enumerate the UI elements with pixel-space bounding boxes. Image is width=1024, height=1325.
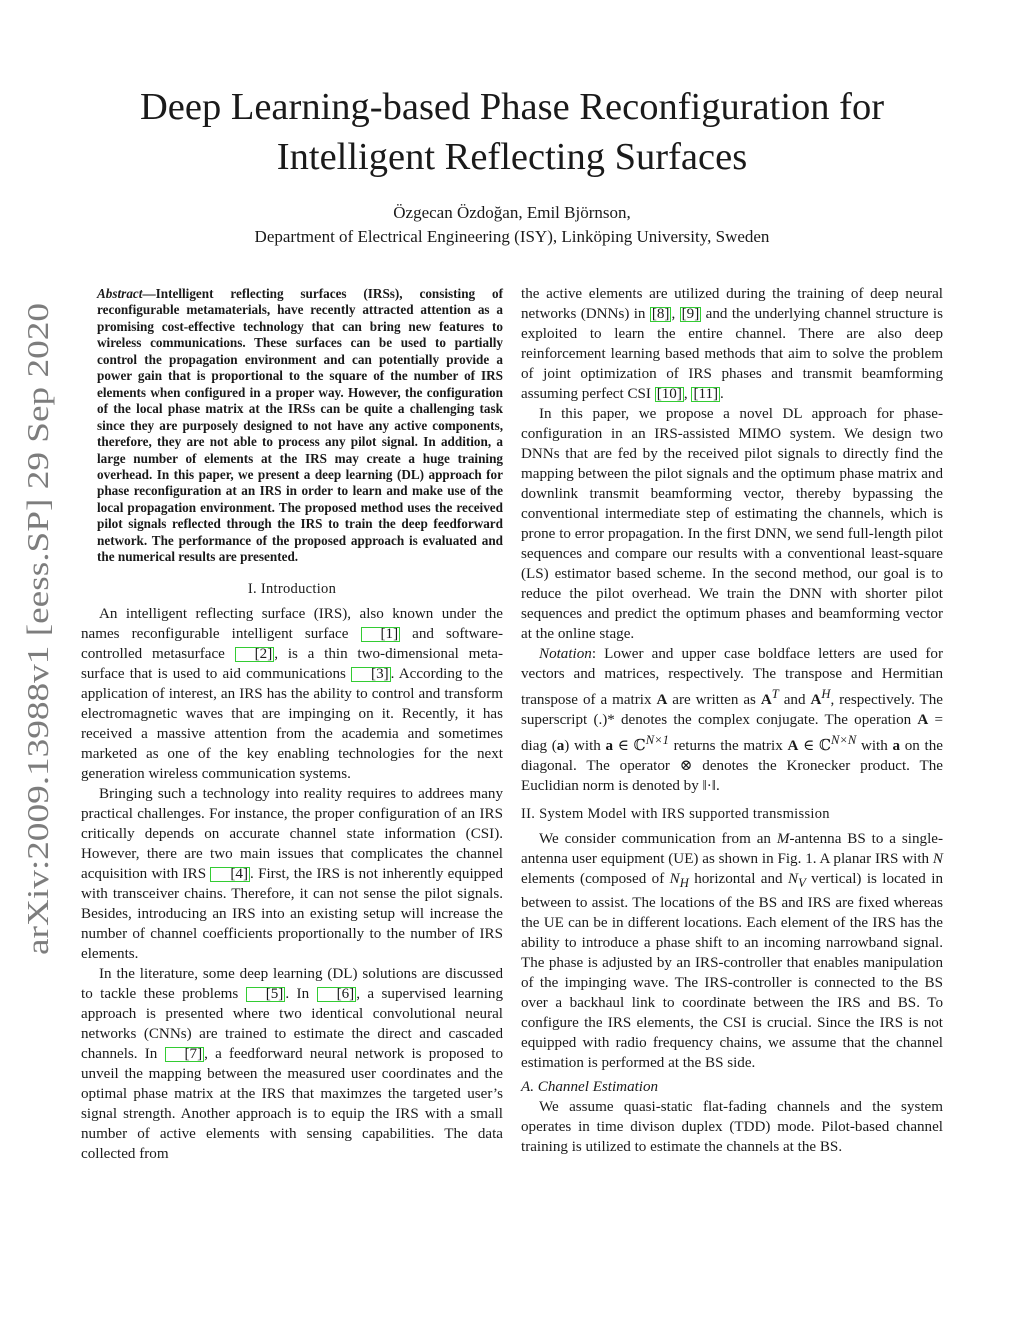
citation-link[interactable]: [9] xyxy=(681,306,700,322)
citation-link[interactable]: [7] xyxy=(165,1047,205,1062)
notation-label: Notation xyxy=(539,646,592,662)
arxiv-stamp-text: arXiv:2009.13988v1 [eess.SP] 29 Sep 2020 xyxy=(20,412,55,955)
citation-link[interactable]: [3] xyxy=(351,667,391,682)
system-model-paragraph: We consider communication from an M-antenna BS to a single-antenna user equipment (UE) as shown in Fig. 1. A planar IRS with N elements (composed of $N_H$ horizontal and $N_V$ vertical) is located in between to assist. The locations of the BS and IRS are fixed whereas the UE can be in different locations. Each element of the IRS has the ability to introduce a phase shift to an incoming narrowband signal. The phase is adjusted by an IRS-controller that enables manipulation of the impinging wave. The IRS-controller is connected to the BS over a backhaul link to coordinate between the IRS and BS. To configure the IRS elements, the CSI is crucial. Since the IRS is not equipped with radio frequency chains, we assume that the channel estimation is performed at the BS side. xyxy=(521,831,943,1072)
intro-paragraph-3: In the literature, some deep learning (DL) solutions are discussed to tackle these problems [5] . In [6] , a supervised learning approach is presented where two identical convolutional neural networks (CNNs) are trained to estimate the direct and cascaded channels. In [7] , a feedforward neural network is proposed to unveil the mapping between the measured user coordinates and the optimal phase matrix at the IRS that maximzes the targeted user’s signal strength. Another approach is to equip the IRS with a small number of active elements with sensing capabilities. The data collected from xyxy=(81,965,503,1162)
citation-link[interactable]: [2] xyxy=(235,647,275,662)
left-column xyxy=(81,284,503,1164)
abstract-dash: — xyxy=(142,286,156,301)
intro-paragraph-5: In this paper, we propose a novel DL approach for phase-configuration in an IRS-assisted MIMO system. We design two DNNs that are fed by the received pilot signals to directly find the mapping between the pilot signals and the optimum phase matrix and downlink transmit beamforming vector, thereby bypassing the conventional intermediate step of estimating the channels, which is prone to error propagation. In the first DNN, we send full-length pilot sequences and compare our results with a conventional least-square (LS) estimator based scheme. In the second method, our goal is to reduce the pilot overhead. We train the DNN with shorter pilot sequences and predict the optimum phases and beamforming vector at the online stage. xyxy=(521,406,943,642)
abstract-text: Intelligent reflecting surfaces (IRSs), consisting of reconfigurable metamaterials, have recently attracted attention as a promising cost-effective technology that can bring new features to wireless communications. These surfaces can be used to partially control the propagation environment and can potentially provide a power gain that is proportional to the square of the number of IRS elements when configured in a proper way. However, the configuration of the local phase matrix at the IRSs can be quite a challenging task since they are purposely designed to not have any active components, therefore, they are not able to process any pilot signal. In addition, a large number of elements at the IRS may create a huge training overhead. In this paper, we present a deep learning (DL) approach for phase reconfiguration at an IRS in order to learn and make use of the local propagation environment. The proposed method uses the received pilot signals reflected through the IRS to train the deep feedforward network. The performance of the proposed approach is evaluated and the numerical results are presented. xyxy=(97,286,503,565)
subsection-heading-channel-estimation: A. Channel Estimation xyxy=(521,1079,659,1096)
abstract xyxy=(97,286,503,566)
author-affiliation: Department of Electrical Engineering (ISY), Linköping University, Sweden xyxy=(254,227,770,246)
abstract-label: Abstract xyxy=(97,286,143,301)
intro-paragraph-1: An intelligent reflecting surface (IRS), also known under the names reconfigurable intelligent surface [1] and software-controlled metasurface [2] , is a thin two-dimensional meta-surface that is used to aid communications [3] . According to the application of interest, an IRS has the ability to control and transform electromagnetic waves that are impinging on it. Recently, it has received a massive attention from the academia and sometimes marketed as one of the key enabling technologies for the next generation wireless communication systems. xyxy=(81,605,503,782)
title-line-1: Deep Learning-based Phase Reconfiguration for xyxy=(139,86,885,128)
section-heading-system-model: II. System Model with IRS supported transmission xyxy=(521,806,830,823)
intro-paragraph-4: the active elements are utilized during the training of deep neural networks (DNNs) in [8] , [9] and the underlying channel structure is exploited to learn the entire channel. There are also deep reinforcement learning based methods that aim to solve the problem of joint optimization of IRS phases and transmit beamforming assuming perfect CSI [10] , [11] . xyxy=(521,286,943,402)
intro-paragraph-2: Bringing such a technology into reality requires to addrees many practical challenges. For instance, the proper configuration of an IRS critically depends on accurate channel state information (CSI). However, there are two main issues that complicates the channel acquisition with IRS [4] . First, the IRS is not inherently equipped with transceiver chains. Therefore, it can not sense the pilot signals. Besides, introducing an IRS into an existing setup will increase the number of channel coefficients proportionally to the number of IRS elements. xyxy=(81,785,503,962)
author-block xyxy=(80,201,944,249)
notation-paragraph: Notation: Lower and upper case boldface letters are used for vectors and matrices, respectively. The transpose and Hermitian transpose of a matrix A are written as $A^T$ and $A^H$, respectively. The superscript (.)* denotes the complex conjugate. The operation A = diag (a) with a ∈ ℂ$^{N\times 1}$ returns the matrix A ∈ ℂ$^{N\times N}$ with a on the diagonal. The operator ⊗ denotes the Kronecker product. The Euclidian norm is denoted by ‖·‖. xyxy=(521,646,943,795)
author-names: Özgecan Özdoğan, Emil Björnson, xyxy=(393,203,631,222)
citation-link[interactable]: [1] xyxy=(361,627,401,642)
citation-link[interactable]: [4] xyxy=(210,867,250,882)
right-column xyxy=(521,284,943,1157)
citation-link[interactable]: [10] xyxy=(656,386,682,402)
arxiv-stamp xyxy=(8,300,63,960)
citation-link[interactable]: [11] xyxy=(693,386,719,402)
citation-link[interactable]: [6] xyxy=(317,987,357,1002)
channel-estimation-paragraph: We assume quasi-static flat-fading channels and the system operates in time divison duplex (TDD) mode. Pilot-based channel training is utilized to estimate the channels at the BS. xyxy=(521,1099,943,1156)
title-line-2: Intelligent Reflecting Surfaces xyxy=(276,136,748,178)
paper-title xyxy=(80,82,944,182)
citation-link[interactable]: [8] xyxy=(651,306,670,322)
section-heading-introduction: I. Introduction xyxy=(247,580,337,597)
citation-link[interactable]: [5] xyxy=(246,987,286,1002)
